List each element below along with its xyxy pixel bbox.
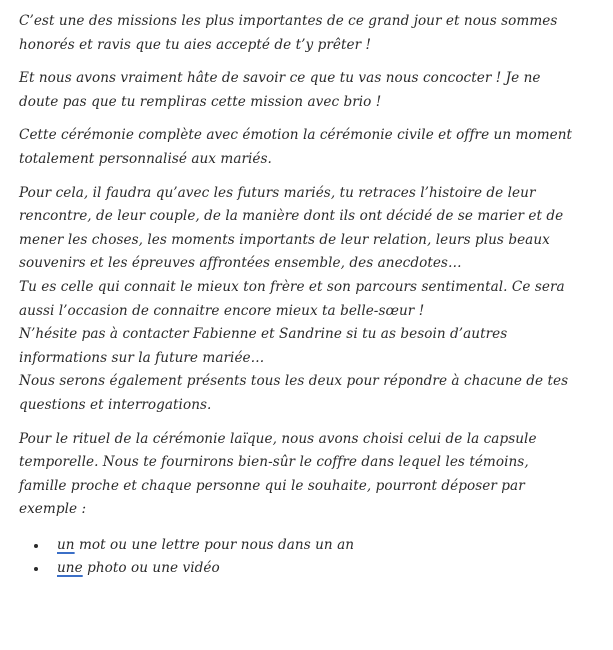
text-line: Cette cérémonie complète avec émotion la cérémonie civile et offre un moment xyxy=(19,127,573,144)
spellcheck-underlined-word[interactable]: un xyxy=(57,536,75,553)
text-line: Pour le rituel de la cérémonie laïque, nous avons choisi celui de la capsule xyxy=(19,430,537,447)
paragraph-anticipation xyxy=(19,67,591,114)
text-line: temporelle. Nous te fournirons bien-sûr le coffre dans lequel les témoins, xyxy=(19,454,529,471)
text-line: questions et interrogations. xyxy=(19,396,212,413)
bullet-list xyxy=(19,534,591,581)
text-line: N’hésite pas à contacter Fabienne et Sandrine si tu as besoin d’autres xyxy=(19,326,508,343)
text-line: Tu es celle qui connait le mieux ton frère et son parcours sentimental. Ce sera xyxy=(19,278,565,295)
list-item xyxy=(19,557,591,581)
text-line: souvenirs et les épreuves affrontées ensemble, des anecdotes… xyxy=(19,255,462,272)
list-item-text: photo ou une vidéo xyxy=(82,560,220,577)
text-line: aussi l’occasion de connaitre encore mieux ta belle-sœur ! xyxy=(19,302,425,319)
paragraph-ritual xyxy=(19,428,591,522)
list-item xyxy=(19,534,591,558)
bullet-dot-icon xyxy=(34,567,38,571)
text-line: totalement personnalisé aux mariés. xyxy=(19,150,272,167)
spellcheck-underlined-word[interactable]: une xyxy=(57,560,83,577)
paragraph-ceremony xyxy=(19,124,591,171)
list-item-text: mot ou une lettre pour nous dans un an xyxy=(74,536,355,553)
text-line: honorés et ravis que tu aies accepté de t’y prêter ! xyxy=(19,36,372,53)
text-line: C’est une des missions les plus importantes de ce grand jour et nous sommes xyxy=(19,13,558,29)
text-line: famille proche et chaque personne qui le souhaite, pourront déposer par xyxy=(19,477,525,494)
text-line: Pour cela, il faudra qu’avec les futurs mariés, tu retraces l’histoire de leur xyxy=(19,184,536,201)
text-line: exemple : xyxy=(19,501,87,518)
text-line: informations sur la future mariée… xyxy=(19,349,265,366)
text-line: Nous serons également présents tous les deux pour répondre à chacune de tes xyxy=(19,373,569,390)
text-line: mener les choses, les moments importants de leur relation, leurs plus beaux xyxy=(19,231,550,248)
bullet-dot-icon xyxy=(34,544,38,548)
text-line: Et nous avons vraiment hâte de savoir ce que tu vas nous concocter ! Je ne xyxy=(19,70,541,87)
text-line: doute pas que tu rempliras cette mission avec brio ! xyxy=(19,93,382,110)
paragraph-instructions xyxy=(19,182,591,418)
text-line: rencontre, de leur couple, de la manière dont ils ont décidé de se marier et de xyxy=(19,208,564,225)
paragraph-intro xyxy=(19,10,591,57)
